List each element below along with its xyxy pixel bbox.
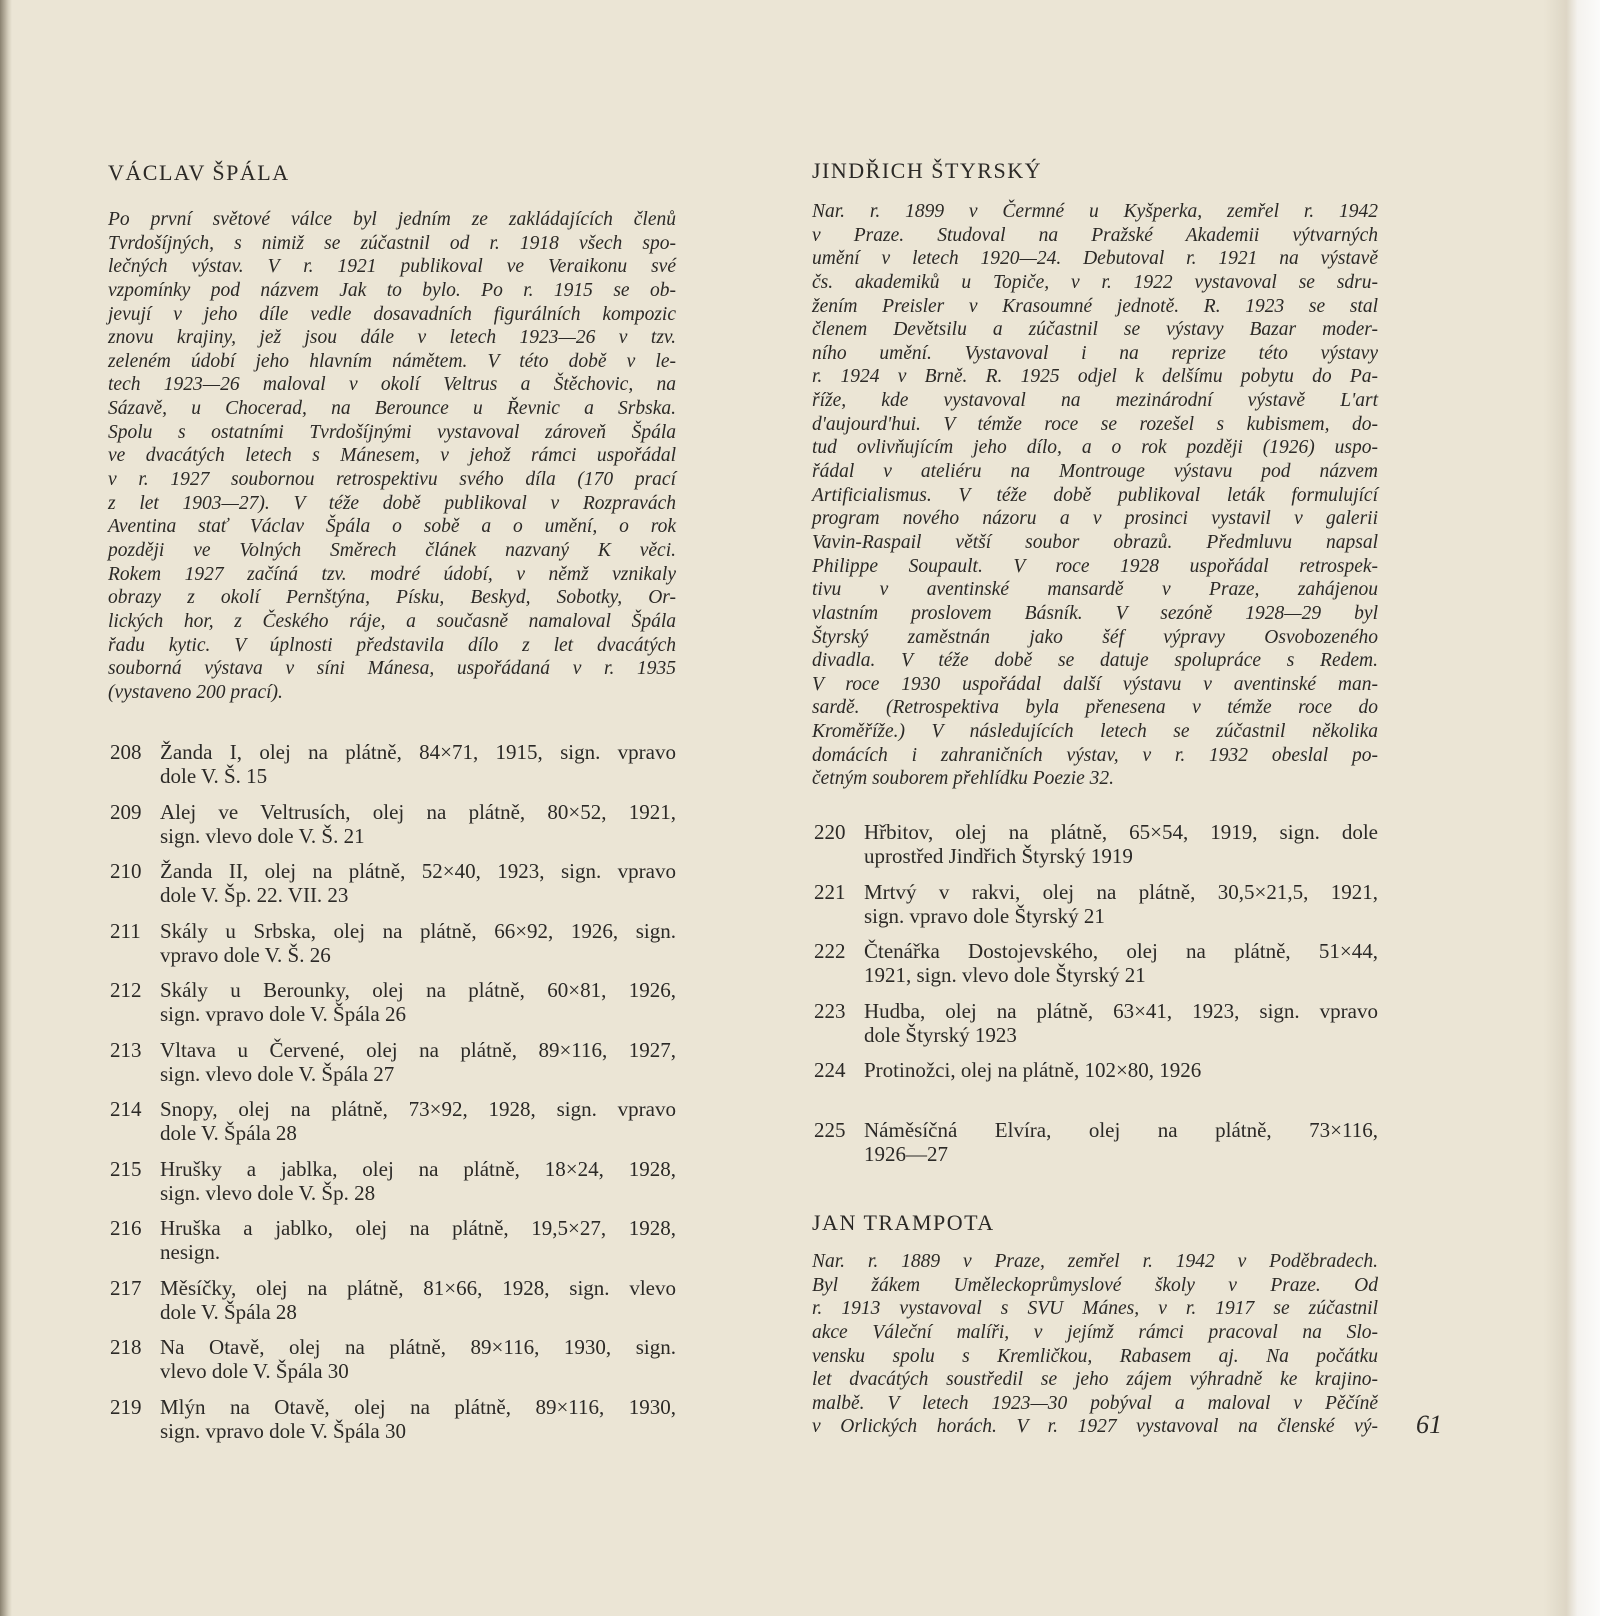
entry-text-line: dole V. Š. 15 xyxy=(160,764,268,788)
bio-line: říže, kde vystavoval na mezinárodní výstavě L'art xyxy=(812,390,1378,412)
bio-line: Štyrský zaměstnán jako šéf výpravy Osvobozeného xyxy=(812,626,1378,648)
bio-line: vlastním proslovem Básník. V sezóně 1928—29 byl xyxy=(812,602,1378,624)
bio-line: divadla. V téže době se datuje spolupráce s Redem. xyxy=(812,650,1378,672)
bio-line: domácích i zahraničních výstav, v r. 1932 obeslal po- xyxy=(812,744,1378,766)
entry-number: 220 xyxy=(814,820,846,844)
bio-line: r. 1913 vystavoval s SVU Mánes, v r. 1917 se zúčastnil xyxy=(812,1298,1378,1320)
entry-number: 213 xyxy=(110,1037,142,1062)
bio-line: (vystaveno 200 prací). xyxy=(108,681,283,703)
bio-line: Aventina stať Václav Špála o sobě a o umění, o rok xyxy=(108,516,676,538)
bio-line: Rokem 1927 začíná tzv. modré údobí, v němž vznikaly xyxy=(108,563,676,585)
bio-line: v Orlických horách. V r. 1927 vystavoval na členské vý- xyxy=(812,1416,1378,1438)
entry-text-line: Mlýn na Otavě, olej na plátně, 89×116, 1930, xyxy=(160,1394,676,1419)
bio-line: Po první světové válce byl jedním ze zakládajících členů xyxy=(108,209,676,230)
entry-text-line: sign. vpravo dole V. Špála 26 xyxy=(160,1002,406,1026)
entry-text-line: Žanda II, olej na plátně, 52×40, 1923, sign. vpravo xyxy=(160,859,676,883)
bio-line: tech 1923—26 maloval v okolí Veltrus a Štěchovic, na xyxy=(108,374,676,396)
bio-line: Spolu s ostatními Tvrdošíjnými vystavoval zároveň Špála xyxy=(108,421,676,443)
entry-number: 212 xyxy=(110,978,142,1002)
bio-line: Vavin-Raspail větší soubor obrazů. Předmluvu napsal xyxy=(812,531,1378,553)
page-edge xyxy=(1544,0,1600,1616)
entry-number: 210 xyxy=(110,859,142,883)
entry-number: 223 xyxy=(814,998,846,1023)
bio-line: Byl žákem Uměleckoprůmyslové školy v Praze. Od xyxy=(812,1274,1378,1296)
entry-text-line: Vltava u Červené, olej na plátně, 89×116, 1927, xyxy=(160,1037,676,1062)
bio-line: Nar. r. 1899 v Čermné u Kyšperka, zemřel r. 1942 xyxy=(812,201,1378,222)
entry-text-line: Čtenářka Dostojevského, olej na plátně, 51×44, xyxy=(864,939,1378,963)
bio-line: řádal v ateliéru na Montrouge výstavu pod názvem xyxy=(812,461,1378,483)
bio-line: tud ovlivňujícím jeho dílo, a o rok později (1926) uspo- xyxy=(812,437,1378,459)
entry-number: 219 xyxy=(110,1394,142,1419)
entry-text-line: sign. vlevo dole V. Šp. 28 xyxy=(160,1180,376,1205)
entry-number: 215 xyxy=(110,1156,142,1181)
entry-text-line: Na Otavě, olej na plátně, 89×116, 1930, sign. xyxy=(160,1335,676,1359)
entry-text-line: Skály u Berounky, olej na plátně, 60×81, 1926, xyxy=(160,978,676,1002)
entry-text-line: sign. vpravo dole Štyrský 21 xyxy=(864,903,1105,928)
bio-line: členem Devětsilu a zúčastnil se výstavy Bazar moder- xyxy=(812,319,1378,341)
entry-number: 225 xyxy=(814,1117,846,1142)
entry-text-line: sign. vlevo dole V. Š. 21 xyxy=(160,823,365,848)
entry-text-line: Snopy, olej na plátně, 73×92, 1928, sign. vpravo xyxy=(160,1097,676,1121)
bio-line: tivu v aventinské mansardě v Praze, zahájenou xyxy=(812,579,1378,601)
bio-line: v Praze. Studoval na Pražské Akademii výtvarných xyxy=(812,224,1378,246)
bio-line: r. 1924 v Brně. R. 1925 odjel k delšímu pobytu do Pa- xyxy=(812,366,1378,388)
entry-text-line: Protinožci, olej na plátně, 102×80, 1926 xyxy=(864,1058,1202,1082)
bio-line: jevují v jeho díle vedle dosavadních figurálních kompozic xyxy=(108,303,676,325)
entry-text-line: vlevo dole V. Špála 30 xyxy=(160,1359,349,1383)
bio-line: Artificialismus. V téže době publikoval leták formulující xyxy=(812,484,1378,506)
entry-text-line: Náměsíčná Elvíra, olej na plátně, 73×116, xyxy=(864,1117,1378,1142)
entry-text-line: Hrušky a jablka, olej na plátně, 18×24, 1928, xyxy=(160,1156,676,1181)
entry-text-line: 1926—27 xyxy=(864,1141,948,1166)
bio-line: akce Váleční malíři, v jejímž rámci pracoval na Slo- xyxy=(812,1321,1378,1343)
entry-text-line: sign. vlevo dole V. Špála 27 xyxy=(160,1061,395,1086)
page-binding-shadow xyxy=(0,0,12,1616)
bio-trampota xyxy=(812,1250,1378,1439)
bio-line: lečných výstav. V r. 1921 publikoval ve Veraikonu své xyxy=(108,256,676,278)
bio-line: souborná výstava v síni Mánesa, uspořádaná v r. 1935 xyxy=(108,658,676,680)
entry-number: 224 xyxy=(814,1058,846,1082)
bio-line: Philippe Soupault. V roce 1928 uspořádal retrospek- xyxy=(812,555,1378,577)
entry-text-line: sign. vpravo dole V. Špála 30 xyxy=(160,1418,406,1443)
entry-number: 217 xyxy=(110,1275,142,1300)
entry-number: 216 xyxy=(110,1216,142,1240)
bio-line: vzpomínky pod názvem Jak to bylo. Po r. 1915 se ob- xyxy=(108,279,676,301)
entry-number: 209 xyxy=(110,799,142,824)
entry-text-line: Alej ve Veltrusích, olej na plátně, 80×52, 1921, xyxy=(160,799,676,824)
bio-line: program nového názoru a v prosinci vystavil v galerii xyxy=(812,508,1378,530)
entry-text-line: dole V. Špála 28 xyxy=(160,1299,297,1324)
entry-number: 221 xyxy=(814,879,846,904)
bio-line: četným souborem přehlídku Poezie 32. xyxy=(812,768,1114,790)
entry-text-line: uprostřed Jindřich Štyrský 1919 xyxy=(864,844,1133,868)
bio-line: sardě. (Retrospektiva byla přenesena v témže roce do xyxy=(812,697,1378,719)
entry-text-line: dole V. Špála 28 xyxy=(160,1121,297,1145)
entry-number: 218 xyxy=(110,1335,142,1359)
bio-line: lických hor, z Českého ráje, a současně namaloval Špála xyxy=(108,610,676,632)
artist-heading-spala: VÁCLAV ŠPÁLA xyxy=(108,160,290,185)
entry-text-line: Skály u Srbska, olej na plátně, 66×92, 1926, sign. xyxy=(160,918,676,943)
bio-line: obrazy z okolí Pernštýna, Písku, Beskyd, Sobotky, Or- xyxy=(108,587,676,609)
entry-number: 208 xyxy=(110,740,142,764)
entry-text-line: dole V. Šp. 22. VII. 23 xyxy=(160,883,349,907)
bio-line: vensku spolu s Kremličkou, Rabasem aj. Na počátku xyxy=(812,1345,1378,1367)
bio-line: žením Preisler v Krasoumné jednotě. R. 1923 se stal xyxy=(812,295,1378,317)
artist-heading-trampota: JAN TRAMPOTA xyxy=(812,1210,995,1235)
entry-text-line: Hudba, olej na plátně, 63×41, 1923, sign. vpravo xyxy=(864,998,1378,1023)
bio-line: čs. akademiků u Topiče, v r. 1922 vystavoval se sdru- xyxy=(812,271,1378,293)
bio-line: ního umění. Vystavoval i na reprize této výstavy xyxy=(812,342,1378,364)
entry-text-line: vpravo dole V. Š. 26 xyxy=(160,942,331,967)
bio-line: zeleném údobí jeho hlavním námětem. V této době v le- xyxy=(108,350,676,372)
entry-text-line: 1921, sign. vlevo dole Štyrský 21 xyxy=(864,963,1146,987)
entry-text-line: nesign. xyxy=(160,1240,221,1264)
bio-line: Sázavě, u Chocerad, na Berounce u Řevnic a Srbska. xyxy=(108,398,676,420)
bio-line: Nar. r. 1889 v Praze, zemřel r. 1942 v Poděbradech. xyxy=(812,1251,1378,1272)
bio-line: Tvrdošíjných, s nimiž se zúčastnil od r. 1918 všech spo- xyxy=(108,232,676,254)
bio-line: z let 1903—27). V téže době publikoval v Rozpravách xyxy=(108,492,676,514)
bio-line: let dvacátých soustředil se jeho zájem výhradně ke krajino- xyxy=(812,1369,1378,1391)
entry-number: 222 xyxy=(814,939,846,963)
bio-spala xyxy=(108,208,676,704)
entry-text-line: Hruška a jablko, olej na plátně, 19,5×27, 1928, xyxy=(160,1216,676,1240)
artist-heading-styrsky: JINDŘICH ŠTYRSKÝ xyxy=(812,158,1042,183)
page-number: 61 xyxy=(1416,1410,1442,1439)
entry-number: 214 xyxy=(110,1097,142,1121)
bio-line: d'aujourd'hui. V témže roce se rozešel s kubismem, do- xyxy=(812,413,1378,435)
entry-text-line: Žanda I, olej na plátně, 84×71, 1915, sign. vpravo xyxy=(160,740,676,764)
bio-line: znovu krajiny, jež jsou dále v letech 1923—26 v tzv. xyxy=(108,327,676,349)
bio-line: později ve Volných Směrech článek nazvaný K věci. xyxy=(108,539,676,561)
entry-text-line: Měsíčky, olej na plátně, 81×66, 1928, sign. vlevo xyxy=(160,1275,676,1300)
bio-line: V roce 1930 uspořádal další výstavu v aventinské man- xyxy=(812,673,1378,695)
bio-line: ve dvacátých letech s Mánesem, v jehož rámci uspořádal xyxy=(108,445,676,467)
bio-line: malbě. V letech 1923—30 pobýval a maloval v Pěčíně xyxy=(812,1392,1378,1414)
bio-line: Kroměříže.) V následujících letech se zúčastnil několika xyxy=(812,721,1378,743)
bio-line: umění v letech 1920—24. Debutoval r. 1921 na výstavě xyxy=(812,248,1378,270)
bio-line: řadu kytic. V úplnosti představila dílo z let dvacátých xyxy=(108,634,676,656)
entry-number: 211 xyxy=(110,918,141,943)
bio-styrsky xyxy=(812,200,1378,791)
bio-line: v r. 1927 soubornou retrospektivu svého díla (170 prací xyxy=(108,469,676,491)
entry-text-line: dole Štyrský 1923 xyxy=(864,1022,1017,1047)
entry-text-line: Hřbitov, olej na plátně, 65×54, 1919, sign. dole xyxy=(864,820,1378,844)
entry-text-line: Mrtvý v rakvi, olej na plátně, 30,5×21,5, 1921, xyxy=(864,879,1378,904)
